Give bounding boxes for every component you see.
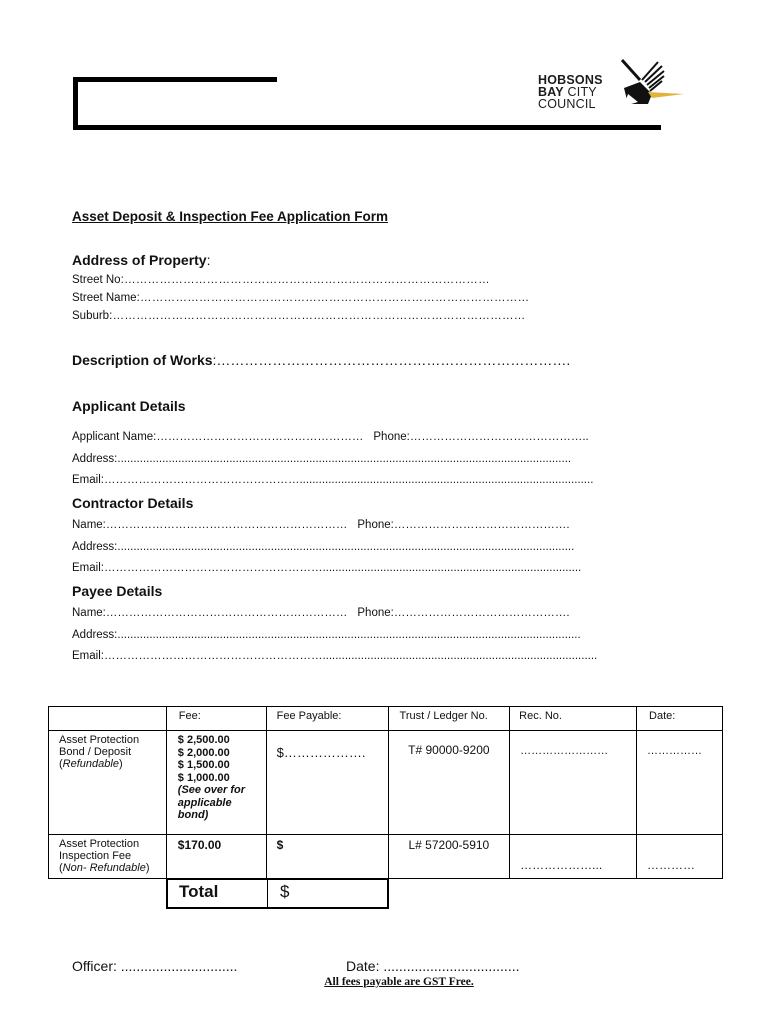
header-frame-bottom: [73, 125, 661, 130]
form-title: Asset Deposit & Inspection Fee Application Form: [72, 209, 389, 224]
inspection-rec-no-cell[interactable]: ………………...: [510, 835, 637, 879]
street-name-field[interactable]: [72, 292, 529, 304]
contractor-phone-field: Phone:……………………………………….: [357, 519, 570, 531]
header-cell-rec-no: Rec. No.: [510, 707, 637, 731]
payee-name-phone-row[interactable]: [72, 607, 570, 619]
contractor-name-field: Name:………………………………………………………: [72, 519, 348, 531]
inspection-date-cell[interactable]: …………: [637, 835, 723, 879]
address-heading-text: Address of Property: [72, 252, 207, 268]
logo-wordmark: [538, 74, 603, 110]
header-frame-left: [73, 77, 78, 130]
logo-line-2-light: CITY: [567, 85, 597, 99]
total-label: Total: [168, 880, 268, 907]
payee-name-field: Name:………………………………………………………: [72, 607, 348, 619]
payee-details-heading: Payee Details: [72, 583, 163, 599]
bond-label-close: ): [118, 758, 123, 770]
bond-fee-option: $ 2,000.00: [177, 746, 230, 759]
applicant-name-field: Applicant Name:………………………………………………: [72, 431, 364, 443]
bond-label-refundable: Refundable: [62, 758, 119, 770]
payee-email-field[interactable]: Email:…………………………………………………......................................................................................: [72, 650, 598, 662]
header-cell-fee-payable: Fee Payable:: [266, 707, 388, 731]
logo-line-3: COUNCIL: [538, 97, 596, 111]
bond-label-open: (: [59, 758, 63, 770]
council-logo: [538, 58, 688, 116]
inspection-label-line-1: Asset Protection: [59, 838, 140, 850]
applicant-details-heading: Applicant Details: [72, 398, 186, 414]
street-name-dots: :………………………………………………………………………………………: [136, 292, 530, 304]
bond-ledger-cell: T# 90000-9200: [388, 731, 510, 835]
pelican-logo-icon: [618, 58, 688, 116]
fee-table-header-row: [49, 707, 723, 731]
street-name-label: Street Name: [72, 292, 137, 304]
bond-fee-note: (See over for applicable bond): [177, 784, 246, 821]
suburb-label: Suburb: [72, 310, 110, 322]
inspection-ledger-cell: L# 57200-5910: [388, 835, 510, 879]
header-cell-blank: [49, 707, 167, 731]
inspection-label-close: ): [145, 862, 150, 874]
contractor-name-phone-row[interactable]: [72, 519, 570, 531]
description-of-works-field[interactable]: [72, 352, 570, 368]
logo-line-2-bold: BAY: [538, 85, 564, 99]
total-amount-field[interactable]: $: [280, 882, 290, 901]
bond-fee-option: $ 1,000.00: [177, 771, 230, 784]
bond-fee-option: $ 2,500.00: [177, 734, 230, 746]
logo-line-1: HOBSONS: [538, 73, 603, 87]
contractor-address-field[interactable]: Address:...............................................................................................................................................: [72, 541, 575, 553]
bond-fee-cell: [166, 731, 266, 835]
header-cell-fee: Fee:: [166, 707, 266, 731]
contractor-email-field[interactable]: Email:………………………………………………….................................................................................: [72, 562, 582, 574]
applicant-address-field[interactable]: Address:..............................................................................................................................................: [72, 453, 572, 465]
table-row-bond: [49, 731, 723, 835]
gst-note: All fees payable are GST Free.: [324, 976, 474, 988]
inspection-fee-cell: $170.00: [166, 835, 266, 879]
payee-address-field[interactable]: Address:.................................................................................................................................................: [72, 629, 581, 641]
suburb-dots: :……………………………………………………………………………………………: [109, 310, 526, 322]
fee-table: [48, 706, 723, 879]
inspection-label-cell: [49, 835, 167, 879]
description-of-works-label: Description of Works: [72, 352, 213, 368]
applicant-email-field[interactable]: Email:……………………………………………............................................................................................: [72, 474, 594, 486]
payee-phone-field: Phone:……………………………………….: [357, 607, 570, 619]
bond-label-line-2: Bond / Deposit: [59, 746, 132, 758]
bond-label-line-1: Asset Protection: [59, 734, 140, 746]
applicant-name-phone-row[interactable]: [72, 431, 589, 443]
header-cell-date: Date:: [637, 707, 723, 731]
inspection-label-line-2: Inspection Fee: [59, 850, 132, 862]
header-frame-top: [73, 77, 277, 82]
table-row-inspection: [49, 835, 723, 879]
bond-fee-payable-cell[interactable]: $……………….: [266, 731, 388, 835]
inspection-label-open: (: [59, 862, 63, 874]
suburb-field[interactable]: [72, 310, 526, 322]
inspection-fee-payable-cell[interactable]: $: [266, 835, 388, 879]
applicant-phone-field: Phone:………………………………………..: [373, 431, 589, 443]
header-cell-trust-ledger: Trust / Ledger No.: [388, 707, 510, 731]
contractor-details-heading: Contractor Details: [72, 495, 194, 511]
description-of-works-dots: :………………………………………………………………….: [212, 352, 571, 368]
street-no-label: Street No: [72, 274, 121, 286]
address-of-property-heading: [72, 252, 210, 268]
street-no-field[interactable]: [72, 274, 490, 286]
bond-rec-no-cell[interactable]: ……………………: [510, 731, 637, 835]
street-no-dots: :…………………………………………………………………………………: [120, 274, 490, 286]
bond-date-cell[interactable]: ……………: [637, 731, 723, 835]
bond-label-cell: [49, 731, 167, 835]
address-heading-colon: :: [206, 252, 211, 268]
bond-fee-option: $ 1,500.00: [177, 759, 230, 771]
footer-date-field[interactable]: Date: ...................................: [346, 958, 520, 974]
officer-field[interactable]: Officer: ..............................: [72, 958, 238, 974]
inspection-label-nonrefundable: Non- Refundable: [62, 862, 146, 874]
total-box: [166, 878, 389, 909]
